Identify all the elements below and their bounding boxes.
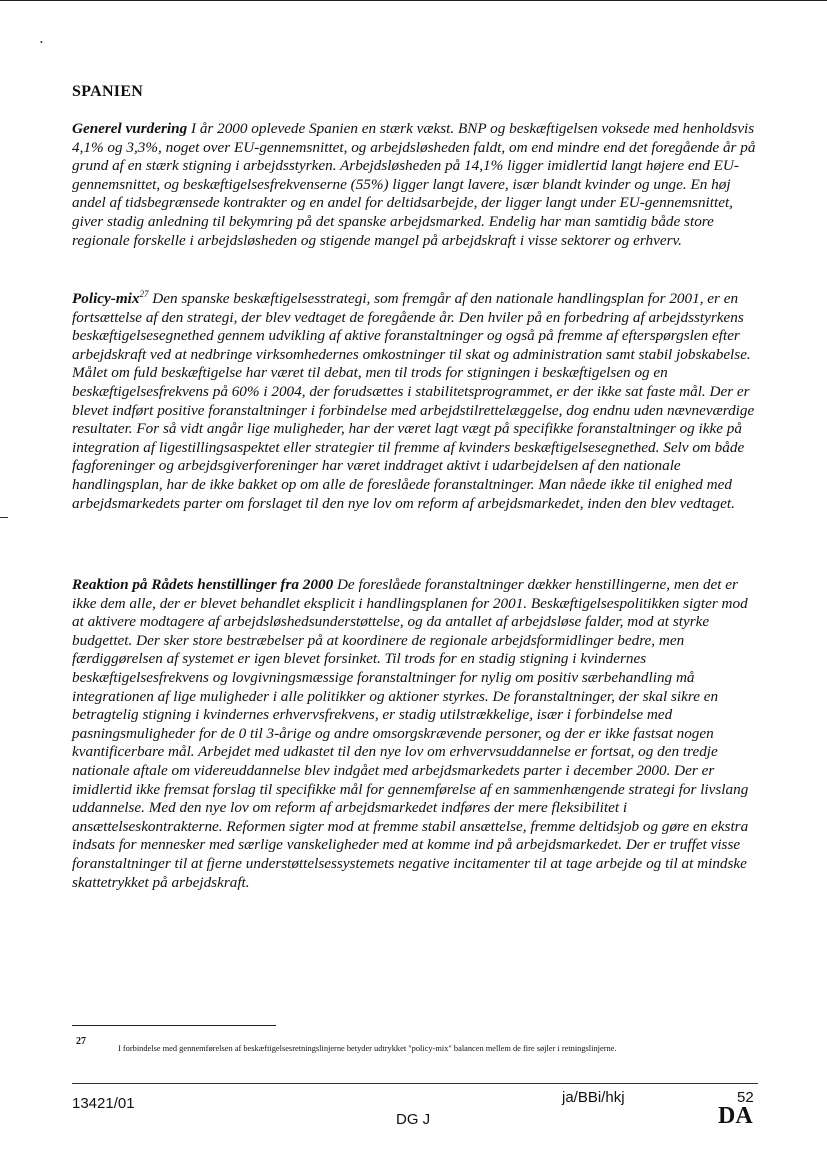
section-text: De foreslåede foranstaltninger dækker henstillingerne, men det er ikke dem alle, der er blevet behandlet eksplicit i handlingsplanen for 2001. Beskæftigelsespolitikken sigter mod at aktivere modtagere af arbejdsløshedsunderstøttelse, og da antallet af arbejdsløse falder, mod at styrke budgettet. Der sker store bestræbelser på at koordinere de regionale arbejdsformidlinger bedre, men færdiggørelsen af systemet er igen blevet forsinket. Til trods for en stadig stigning i kvindernes beskæftigelsesfrekvens og lovgivningsmæssige foranstaltninger for nylig om positiv særbehandling må integrationen af lige muligheder i alle politikker og aktioner styrkes. De foranstaltninger, der skal sikre en betragtelig stigning i kvindernes erhvervsfrekvens, er stadig utilstrækkelige, især i forbindelse med pasningsmuligheder for de 0 til 3-årige og andre omsorgskrævende personer, og der er ikke fastsat nogen kvantificerbare mål. Arbejdet med udkastet til den nye lov om erhvervsuddannelse er fortsat, og den tredje nationale aftale om videreuddannelse blev indgået med arbejdsmarkedets parter i december 2000. Der er imidlertid ikke fremsat forslag til specifikke mål for gennemførelse af en sammenhængende strategi for livslang uddannelse. Med den nye lov om reform af arbejdsmarkedet indføres der mere fleksibilitet i ansættelseskontrakterne. Reformen sigter mod at fremme stabil ansættelse, fremme deltidsjob og gøre en ekstra indsats for mennesker med særlige vanskeligheder med at komme ind på arbejdsmarkedet. Der er truffet visse foranstaltninger til at fjerne understøttelsessystemets negative incitamenter til at tage arbejde og til at mindske skattetrykket på arbejdskraft. bbox=[72, 576, 749, 891]
scan-speck: • bbox=[40, 38, 43, 47]
footnote-text: I forbindelse med gennemførelsen af beskæftigelsesretningslinjerne betyder udtrykket "policy-mix" balancen mellem de fire søjler i retningslinjerne. bbox=[118, 1044, 617, 1053]
section-lead: Generel vurdering bbox=[72, 120, 188, 137]
footnote-rule bbox=[72, 1025, 276, 1026]
section-text: I år 2000 oplevede Spanien en stærk vækst. BNP og beskæftigelsen voksede med henholdsvis 4,1% og 3,3%, noget over EU-gennemsnittet, og arbejdsløsheden faldt, om end mindre end det foregående år på grund af en stærk stigning i arbejdsstyrken. Arbejdsløsheden på 14,1% ligger imidlertid langt højere end EU-gennemsnittet, og beskæftigelsesfrekvenserne (55%) ligger langt lavere, især blandt kvinder og unge. En høj andel af tidsbegrænsede kontrakter og en andel for deltidsarbejde, der ligger langt under EU-gennemsnittet, giver stadig anledning til bekymring på det spanske arbejdsmarked. Endelig har man samtidig både store regionale forskelle i arbejdsløsheden og stigende mangel på arbejdskraft i visse sektorer og erhverv. bbox=[72, 120, 756, 249]
footnote-number: 27 bbox=[76, 1036, 86, 1047]
section-reaktion bbox=[72, 576, 758, 892]
section-generel-vurdering bbox=[72, 120, 758, 250]
section-policy-mix bbox=[72, 290, 758, 513]
section-lead: Reaktion på Rådets henstillinger fra 2000 bbox=[72, 576, 334, 593]
directorate: DG J bbox=[396, 1111, 431, 1128]
section-lead: Policy-mix bbox=[72, 290, 140, 307]
footer-rule bbox=[72, 1083, 758, 1084]
section-text: Den spanske beskæftigelsesstrategi, som fremgår af den nationale handlingsplan for 2001, er en fortsættelse af den strategi, der blev vedtaget de foregående år. Den hviler på en forbedring af arbejdsstyrkens beskæftigelsesegnethed gennem udvikling af aktive foranstaltninger og også på fremme af efterspørgslen efter arbejdskraft ved at nedbringe virksomhedernes omkostninger til skat og administration samt stabil jobskabelse. Målet om fuld beskæftigelse har været til debat, men til trods for stigningen i beskæftigelsen og en beskæftigelsesfrekvens på 60% i 2004, der forudsættes i stabilitetsprogrammet, er der ikke sat faste mål. Der er blevet indført positive foranstaltninger i forbindelse med arbejdstilrettelæggelse, dog endnu uden nævneværdige resultater. For så vidt angår lige muligheder, har der været lagt vægt på specifikke foranstaltninger og ikke på integration af ligestillingsaspektet eller strategier til fremme af kvinders beskæftigelsesegnethed. Selv om både fagforeninger og arbejdsgiverforeninger har været inddraget aktivt i udarbejdelsen af den nationale handlingsplan, har de ikke bakket op om alle de foreslåede foranstaltninger. Man nåede ikke til enighed med arbejdsmarkedets parter om forslaget til den nye lov om reform af arbejdsmarkedet, inden den blev vedtaget. bbox=[72, 290, 755, 512]
language-code: DA bbox=[718, 1103, 753, 1129]
page-number: 52 bbox=[737, 1089, 754, 1106]
footnote-reference: 27 bbox=[139, 288, 149, 299]
document-number: 13421/01 bbox=[72, 1095, 135, 1112]
country-heading: SPANIEN bbox=[72, 83, 144, 100]
margin-tick bbox=[0, 517, 8, 518]
page-top-border bbox=[0, 0, 827, 1]
author-initials: ja/BBi/hkj bbox=[562, 1089, 625, 1106]
